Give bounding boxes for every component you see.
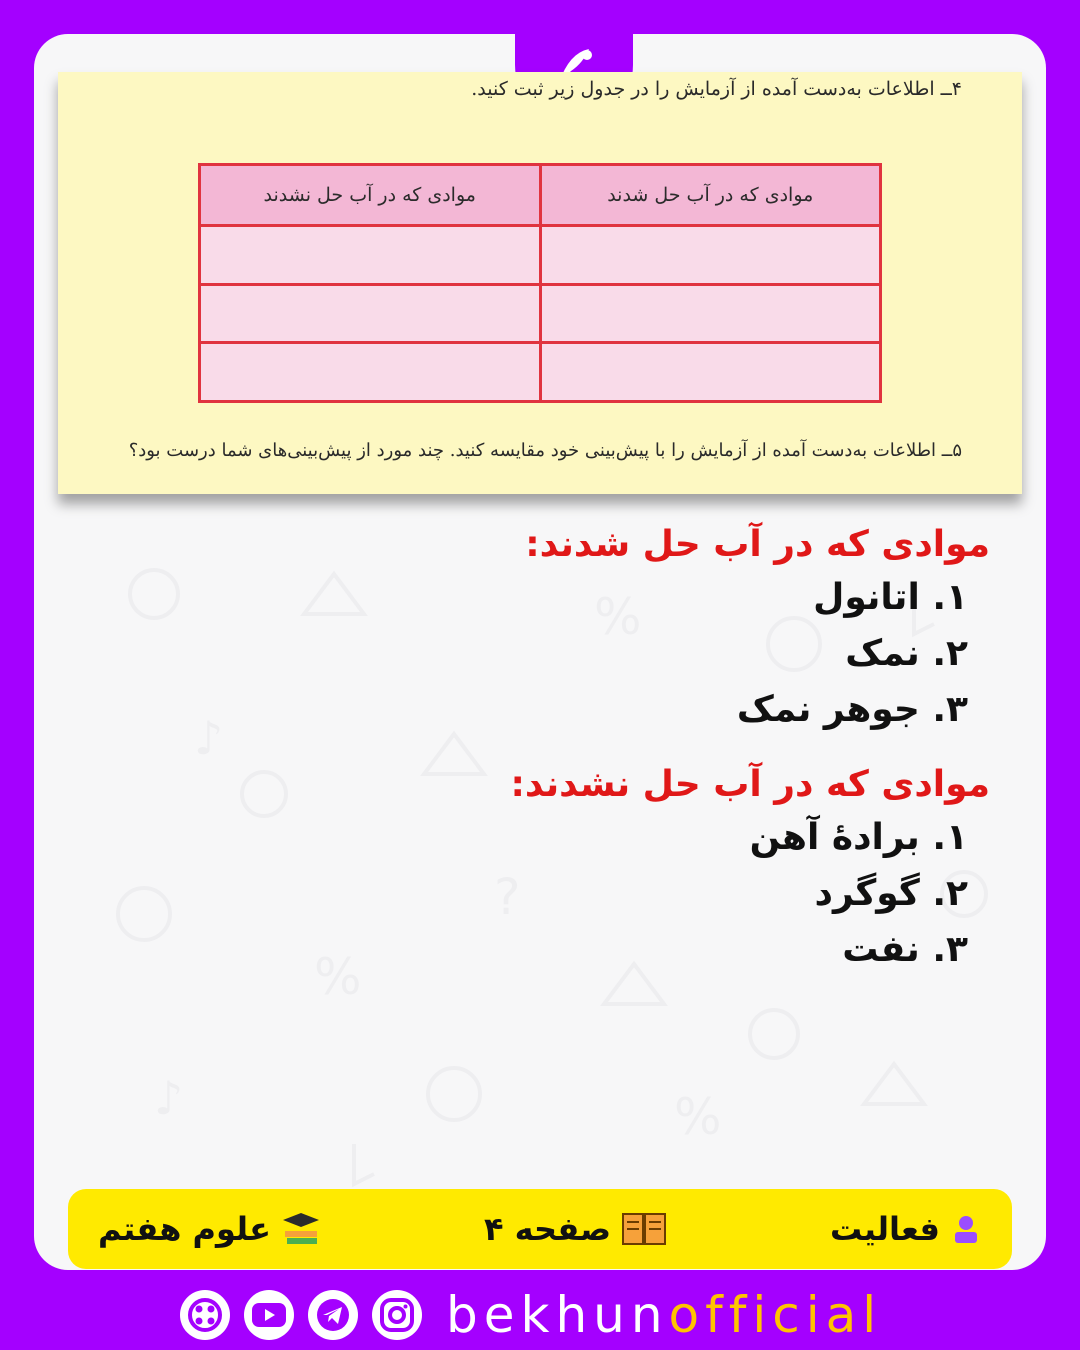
table-cell: [200, 343, 541, 402]
instagram-link[interactable]: [372, 1290, 422, 1340]
aparat-link[interactable]: [180, 1290, 230, 1340]
not-dissolved-item: ۳. نفت: [842, 929, 968, 970]
activity-label: فعالیت: [830, 1210, 982, 1248]
open-book-icon: [621, 1211, 667, 1247]
info-bar: [68, 1189, 1012, 1269]
table-cell: [200, 226, 541, 285]
svg-text:?: ?: [494, 868, 521, 926]
blank-answer-table: [198, 163, 882, 403]
telegram-icon: [315, 1297, 351, 1333]
aparat-icon: [187, 1297, 223, 1333]
question-4-text: ۴ــ اطلاعات به‌دست آمده از آزمایش را در جدول زیر ثبت کنید.: [471, 78, 962, 100]
svg-text:%: %: [314, 948, 362, 1006]
brand-handle: bekhunofficial: [446, 1286, 883, 1344]
svg-text:%: %: [674, 1088, 722, 1146]
dissolved-item: ۳. جوهر نمک: [736, 689, 968, 730]
svg-text:♪: ♪: [154, 1071, 184, 1125]
youtube-link[interactable]: [244, 1290, 294, 1340]
graduation-books-icon: [281, 1211, 321, 1247]
instagram-icon: [379, 1297, 415, 1333]
telegram-link[interactable]: [308, 1290, 358, 1340]
dissolved-heading: موادی که در آب حل شدند:: [525, 524, 990, 565]
social-footer: [180, 1286, 900, 1344]
table-cell: [540, 343, 881, 402]
teacher-icon: [950, 1213, 982, 1245]
answers-section: [510, 520, 990, 978]
table-cell: [540, 226, 881, 285]
svg-text:♪: ♪: [194, 711, 224, 765]
table-header-dissolved: موادی که در آب حل شدند: [540, 165, 881, 226]
dissolved-item: ۱. اتانول: [813, 577, 968, 618]
not-dissolved-item: ۱. برادهٔ آهن: [749, 817, 968, 858]
page-label: صفحه ۴: [484, 1210, 667, 1248]
table-header-not-dissolved: موادی که در آب حل نشدند: [200, 165, 541, 226]
not-dissolved-heading: موادی که در آب حل نشدند:: [510, 764, 990, 805]
svg-text:%: %: [594, 588, 642, 646]
table-cell: [540, 284, 881, 343]
table-cell: [200, 284, 541, 343]
question-5-text: ۵ــ اطلاعات به‌دست آمده از آزمایش را با پیش‌بینی خود مقایسه کنید. چند مورد از پیش‌بینی‌های شما درست بود؟: [128, 440, 962, 461]
subject-label: علوم هفتم: [98, 1210, 321, 1248]
content-card: [34, 34, 1046, 1270]
textbook-excerpt: [58, 72, 1022, 494]
dissolved-item: ۲. نمک: [845, 633, 968, 674]
not-dissolved-item: ۲. گوگرد: [814, 873, 968, 914]
youtube-icon: [251, 1301, 287, 1329]
